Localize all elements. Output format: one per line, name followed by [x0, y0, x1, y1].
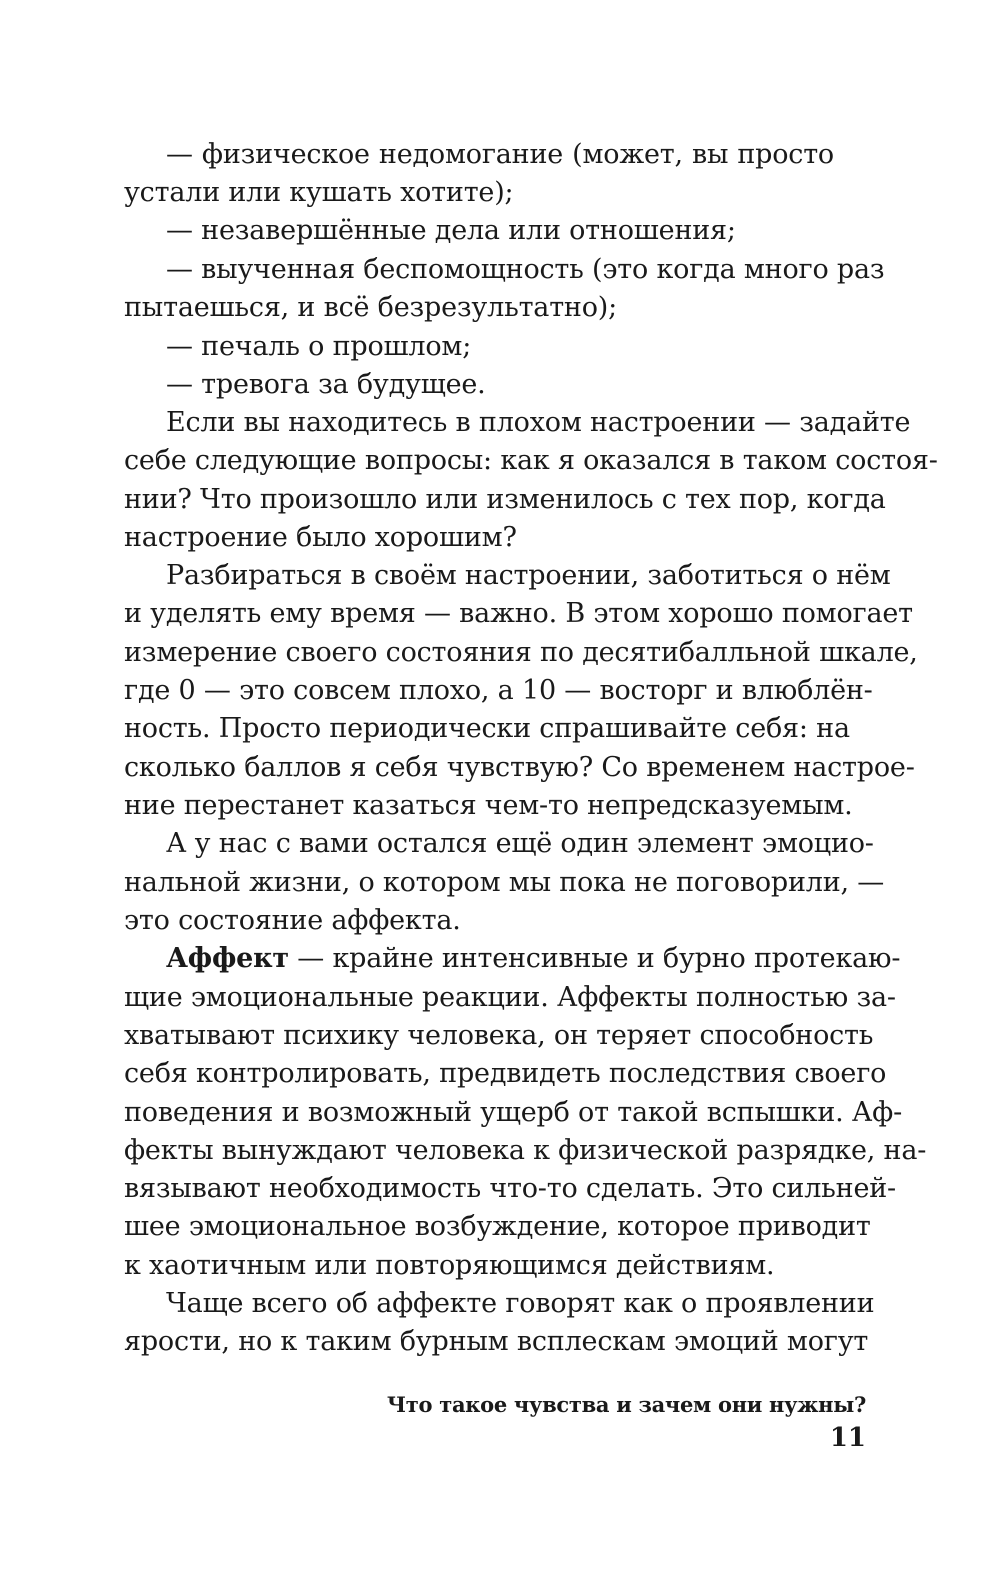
text-line: — физическое недомогание (может, вы просто: [166, 139, 834, 170]
term-affect: Аффект: [166, 943, 289, 974]
text-line: ярости, но к таким бурным всплескам эмоций могут: [124, 1326, 869, 1357]
text-line: А у нас с вами остался ещё один элемент эмоцио-: [166, 828, 874, 859]
term-definition: — крайне интенсивные и бурно протекаю-: [297, 943, 901, 974]
text-line: нальной жизни, о котором мы пока не поговорили, —: [124, 867, 885, 898]
text-line: устали или кушать хотите);: [124, 177, 514, 208]
text-line: — печаль о прошлом;: [166, 331, 472, 362]
text-line: — незавершённые дела или отношения;: [166, 215, 736, 246]
text-line: фекты вынуждают человека к физической разрядке, на-: [124, 1135, 927, 1166]
text-line: Разбираться в своём настроении, заботиться о нём: [166, 560, 891, 591]
text-line: настроение было хорошим?: [124, 522, 517, 553]
text-line: — тревога за будущее.: [166, 369, 486, 400]
text-line: [166, 939, 901, 979]
text-line: нии? Что произошло или изменилось с тех пор, когда: [124, 484, 886, 515]
text-line: ние перестанет казаться чем-то непредсказуемым.: [124, 790, 853, 821]
text-line: сколько баллов я себя чувствую? Со временем настрое-: [124, 752, 915, 783]
text-line: вязывают необходимость что-то сделать. Это сильней-: [124, 1173, 896, 1204]
text-line: себе следующие вопросы: как я оказался в таком состоя-: [124, 445, 938, 476]
text-line: Если вы находитесь в плохом настроении — задайте: [166, 407, 911, 438]
text-line: к хаотичным или повторяющимся действиям.: [124, 1250, 775, 1281]
text-line: Чаще всего об аффекте говорят как о проявлении: [166, 1288, 875, 1319]
text-line: пытаешься, и всё безрезультатно);: [124, 292, 618, 323]
text-line: — выученная беспомощность (это когда много раз: [166, 254, 885, 285]
text-line: шее эмоциональное возбуждение, которое приводит: [124, 1211, 871, 1242]
text-line: хватывают психику человека, он теряет способность: [124, 1020, 874, 1051]
text-line: себя контролировать, предвидеть последствия своего: [124, 1058, 887, 1089]
text-line: и уделять ему время — важно. В этом хорошо помогает: [124, 598, 913, 629]
text-line: ность. Просто периодически спрашивайте себя: на: [124, 713, 850, 744]
text-line: где 0 — это совсем плохо, а 10 — восторг и влюблён-: [124, 675, 873, 706]
text-line: измерение своего состояния по десятибалльной шкале,: [124, 637, 918, 668]
running-title: Что такое чувства и зачем они нужны?: [386, 1392, 866, 1417]
text-line: поведения и возможный ущерб от такой вспышки. Аф-: [124, 1097, 903, 1128]
page-number: 11: [829, 1423, 866, 1453]
text-line: щие эмоциональные реакции. Аффекты полностью за-: [124, 982, 896, 1013]
text-line: это состояние аффекта.: [124, 905, 461, 936]
